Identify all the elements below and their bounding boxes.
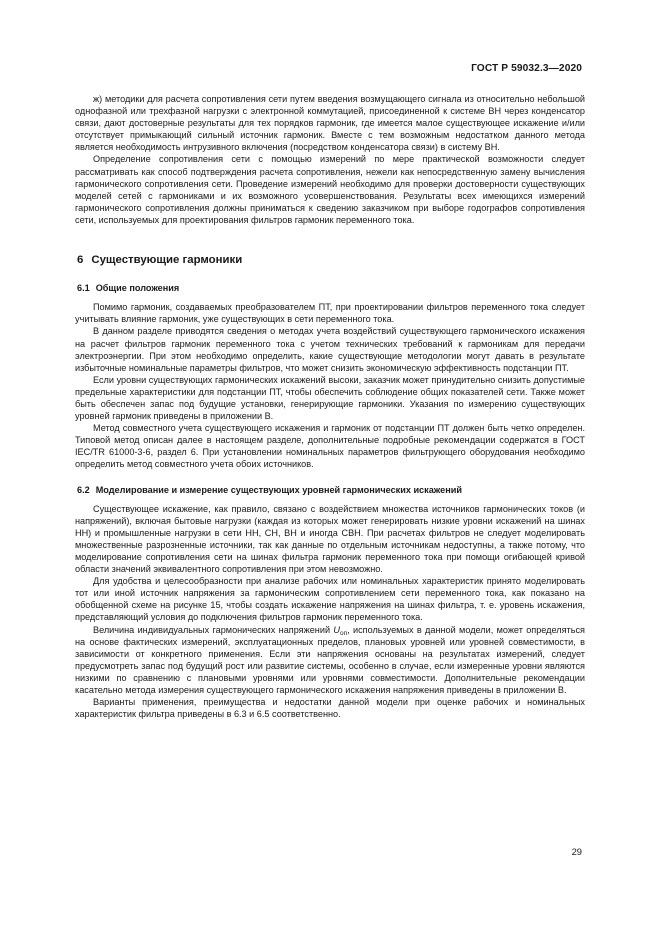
page-number: 29 xyxy=(571,846,582,857)
subsection-title: Общие положения xyxy=(95,283,180,294)
paragraph: Если уровни существующих гармонических искажений высоки, заказчик может принудительно снизить допустимые предельные характеристики для подстанции ПТ, чтобы обеспечить соблюдение общих показателей сети. Также может быть обеспечен запас под будущие установки, генерирующие гармоники. Указания по измерению существующих уровней гармоник приведены в приложении В. xyxy=(75,374,585,422)
voltage-symbol: U xyxy=(333,624,340,635)
voltage-subscript: оп xyxy=(339,629,348,637)
paragraph-voltage xyxy=(75,624,585,697)
list-item-label: ж) xyxy=(93,94,103,104)
subsection-heading xyxy=(75,282,585,294)
list-item-zh xyxy=(75,93,585,153)
subsection-number: 6.2 xyxy=(77,484,90,495)
paragraph: Определение сопротивления сети с помощью измерений по мере практической возможности следует рассматривать как способ подтверждения расчета сопротивления, нежели как непосредственную замену вычисления гармонического сопротивления сети. Проведение измерений необходимо для проверки достоверности существующих моделей сетей с гармониками и их возможного усовершенствования. Результаты всех имеющихся измерений гармонического сопротивления должны приниматься к сведению заказчиком при выборе годографов сопротивления сети, используемых для проектирования фильтров гармоник переменного тока. xyxy=(75,154,585,225)
list-item-text: методики для расчета сопротивления сети путем введения возмущающего сигнала из относительно небольшой однофазной или трехфазной нагрузки с электронной коммутацией, присоединенной к системе ВН через конденсатор связи, дают достоверные результаты для тех порядков гармоник, где имеется малое существующее искажение и/или отсутствует примыкающий сильный источник гармоник. Вместе с тем возможным недостатком данного метода является необходимость интрузивного включения (посредством конденсатора связи) в систему ВН. xyxy=(75,94,585,153)
subsection-heading xyxy=(75,484,585,496)
paragraph: Для удобства и целесообразности при анализе рабочих или номинальных характеристик принято моделировать тот или иной источник напряжения за гармоническим сопротивлением сети переменного тока, как показано на обобщенной схеме на рисунке 15, чтобы создать искажение напряжения на шинах фильтра, т. е. уровень искажения, представляющий условия до подключения фильтров гармоник переменного тока. xyxy=(75,576,585,623)
text-run: , используемых в данной модели, может определяться на основе фактических измерений, эксплуатационных пределов, плановых уровней или уровней совместимости, в зависимости от конкретного применения. Если эти напряжения основаны на результатах измерений, следует предусмотреть запас под будущий рост или развитие системы, особенно в случае, если измеренные уровни являются низкими по сравнению с плановыми уровнями или уровнями совместимости. Дополнительные рекомендации касательно метода измерения существующего гармонического искажения напряжения приведены в приложении В. xyxy=(75,624,585,696)
paragraph: Помимо гармоник, создаваемых преобразователем ПТ, при проектировании фильтров переменного тока следует учитывать влияние гармоник, уже существующих в сети переменного тока. xyxy=(75,302,585,325)
text-run: Величина индивидуальных гармонических напряжений xyxy=(93,624,334,635)
paragraph: В данном разделе приводятся сведения о методах учета воздействий существующего гармонического искажения на расчет фильтров гармоник переменного тока с учетом технических требований к гармоникам для передачи электроэнергии. При этом необходимо определить, какие существующие методологии могут давать в результате избыточные номинальные параметры фильтров, что может снизить экономическую эффективность подстанции ПТ. xyxy=(75,326,585,373)
document-body xyxy=(75,93,585,720)
section-title: Существующие гармоники xyxy=(91,254,243,267)
paragraph: Существующее искажение, как правило, связано с воздействием множества источников гармонических токов (и напряжений), включая бытовые нагрузки (каждая из которых может генерировать низкие уровни искажений на шинах НН) и промышленные нагрузки в сети НН, СН, ВН и иногда СВН. При расчетах фильтров не следует моделировать множественные разрозненные источники, так как данные по отдельным источникам недоступны, а также потому, что моделирование сопротивления сети на шинах фильтра гармоник переменного тока при помощи огибающей кривой области значений эквивалентного сопротивления при этом невозможно. xyxy=(75,503,585,575)
subsection-title: Моделирование и измерение существующих уровней гармонических искажений xyxy=(95,484,462,495)
paragraph: Варианты применения, преимущества и недостатки данной модели при оценке рабочих и номинальных характеристик фильтра приведены в 6.3 и 6.5 соответственно. xyxy=(75,697,585,720)
paragraph: Метод совместного учета существующего искажения и гармоник от подстанции ПТ должен быть четко определен. Типовой метод описан далее в настоящем разделе, дополнительные подробные рекомендации содержатся в ГОСТ IEC/TR 61000-3-6, раздел 6. При установлении номинальных параметров фильтрующего оборудования необходимо определить метод совместного учета обоих источников. xyxy=(75,423,585,470)
section-number: 6 xyxy=(77,254,84,267)
document-id: ГОСТ Р 59032.3—2020 xyxy=(471,63,582,74)
section-heading xyxy=(75,254,585,266)
subsection-number: 6.1 xyxy=(77,283,90,294)
